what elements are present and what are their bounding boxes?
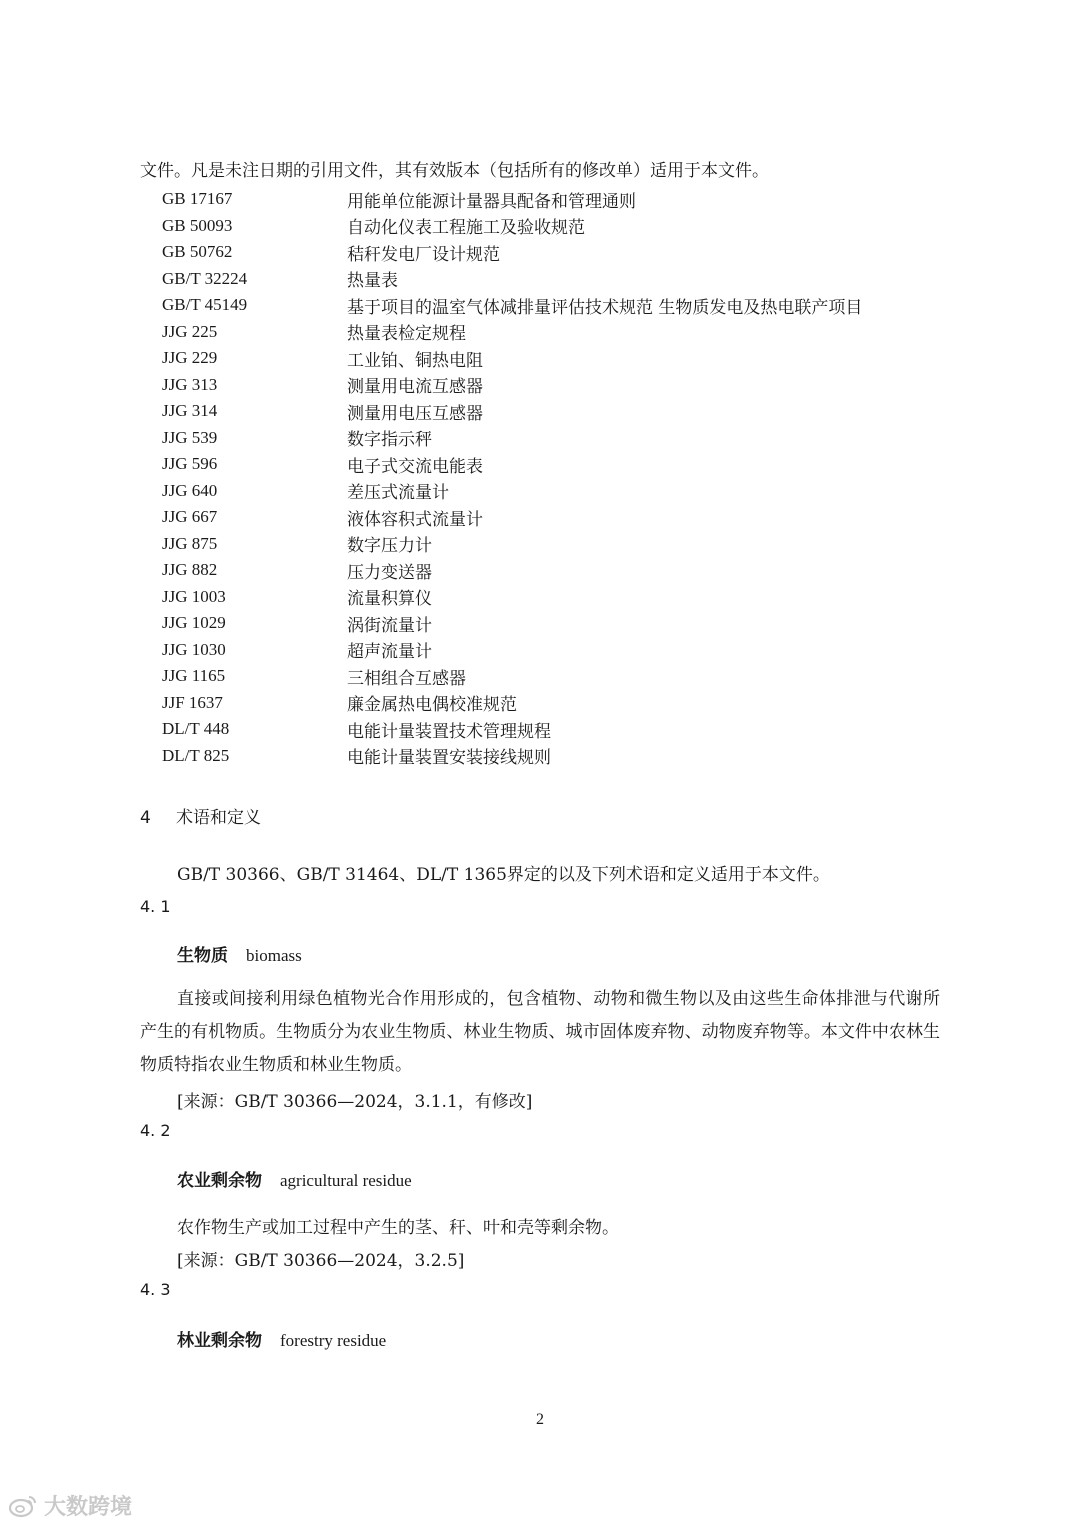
reference-code: JJG 596	[162, 454, 218, 474]
reference-code: JJG 1165	[162, 666, 226, 686]
reference-code: JJG 539	[162, 427, 218, 447]
watermark-text: 大数跨境	[44, 1495, 133, 1520]
watermark	[8, 1490, 132, 1521]
term-entry	[177, 941, 302, 966]
reference-title: 数字指示秤	[347, 430, 432, 451]
term-chinese: 生物质	[177, 946, 228, 966]
reference-row	[162, 690, 962, 717]
term-source: [来源：GB/T 30366—2024，3.1.1，有修改]	[177, 1092, 533, 1112]
reference-title: 电子式交流电能表	[347, 456, 483, 477]
term-chinese: 林业剩余物	[177, 1331, 262, 1351]
reference-row	[162, 743, 962, 770]
reference-code: JJG 225	[162, 321, 218, 341]
reference-list	[162, 186, 962, 769]
reference-title: 热量表	[347, 271, 398, 292]
section-intro: GB/T 30366、GB/T 31464、DL/T 1365界定的以及下列术语和定义适用于本文件。	[177, 865, 830, 885]
reference-code: JJG 1029	[162, 613, 226, 633]
weibo-logo-icon	[8, 1493, 38, 1519]
term-entry	[177, 1166, 412, 1191]
term-english: agricultural residue	[280, 1171, 412, 1190]
reference-title: 电能计量装置技术管理规程	[347, 721, 551, 742]
term-definition: 直接或间接利用绿色植物光合作用形成的，包含植物、动物和微生物以及由这些生命体排泄与代谢所产生的有机物质。生物质分为农业生物质、林业生物质、城市固体废弃物、动物废弃物等。本文件中农林生物质特指农业生物质和林业生物质。	[140, 989, 940, 1075]
section-title: 术语和定义	[176, 808, 261, 828]
reference-title: 三相组合互感器	[347, 668, 466, 689]
intro-text: 文件。凡是未注日期的引用文件，其有效版本（包括所有的修改单）适用于本文件。	[140, 161, 769, 181]
term-entry	[177, 1326, 386, 1351]
term-definition: 农作物生产或加工过程中产生的茎、秆、叶和壳等剩余物。	[177, 1218, 619, 1238]
reference-code: JJG 313	[162, 374, 218, 394]
reference-code: JJG 314	[162, 401, 218, 421]
clause-number: 4. 2	[140, 1121, 171, 1140]
clause-number: 4. 1	[140, 897, 171, 916]
reference-row	[162, 239, 962, 266]
term-english: biomass	[246, 946, 302, 965]
reference-title: 数字压力计	[347, 536, 432, 557]
reference-code: JJG 1030	[162, 639, 226, 659]
reference-code: DL/T 825	[162, 745, 230, 765]
reference-row	[162, 504, 962, 531]
reference-row	[162, 186, 962, 213]
reference-row	[162, 716, 962, 743]
reference-row	[162, 610, 962, 637]
reference-title: 热量表检定规程	[347, 324, 466, 345]
reference-title: 超声流量计	[347, 642, 432, 663]
section-heading	[140, 803, 261, 828]
reference-row	[162, 451, 962, 478]
reference-title: 液体容积式流量计	[347, 509, 483, 530]
reference-title: 测量用电流互感器	[347, 377, 483, 398]
reference-title: 廉金属热电偶校准规范	[347, 695, 517, 716]
reference-code: JJG 875	[162, 533, 218, 553]
clause-number: 4. 3	[140, 1280, 171, 1299]
reference-title: 自动化仪表工程施工及验收规范	[347, 218, 585, 239]
reference-row	[162, 663, 962, 690]
reference-code: JJG 229	[162, 348, 218, 368]
reference-row	[162, 557, 962, 584]
term-chinese: 农业剩余物	[177, 1171, 262, 1191]
reference-row	[162, 345, 962, 372]
reference-title: 电能计量装置安装接线规则	[347, 748, 551, 769]
reference-row	[162, 584, 962, 611]
reference-row	[162, 213, 962, 240]
reference-row	[162, 372, 962, 399]
reference-row	[162, 531, 962, 558]
reference-row	[162, 637, 962, 664]
reference-row	[162, 478, 962, 505]
reference-code: JJG 667	[162, 507, 218, 527]
reference-code: GB/T 45149	[162, 295, 248, 315]
reference-title: 差压式流量计	[347, 483, 449, 504]
reference-code: GB 50093	[162, 215, 233, 235]
reference-title: 流量积算仪	[347, 589, 432, 610]
reference-code: JJG 882	[162, 560, 218, 580]
reference-code: GB 17167	[162, 189, 233, 209]
reference-row	[162, 425, 962, 452]
reference-code: GB 50762	[162, 242, 233, 262]
term-english: forestry residue	[280, 1331, 387, 1350]
reference-row	[162, 292, 962, 319]
reference-code: DL/T 448	[162, 719, 230, 739]
reference-title: 工业铂、铜热电阻	[347, 350, 483, 371]
reference-code: JJG 640	[162, 480, 218, 500]
reference-code: JJF 1637	[162, 692, 223, 712]
page-number: 2	[536, 1411, 544, 1428]
reference-title: 测量用电压互感器	[347, 403, 483, 424]
reference-title: 基于项目的温室气体减排量评估技术规范 生物质发电及热电联产项目	[347, 297, 863, 318]
reference-title: 压力变送器	[347, 562, 432, 583]
reference-row	[162, 398, 962, 425]
reference-title: 秸秆发电厂设计规范	[347, 244, 500, 265]
reference-title: 用能单位能源计量器具配备和管理通则	[347, 191, 636, 212]
term-source: [来源：GB/T 30366—2024，3.2.5]	[177, 1251, 465, 1271]
reference-title: 涡街流量计	[347, 615, 432, 636]
reference-code: JJG 1003	[162, 586, 226, 606]
reference-code: GB/T 32224	[162, 268, 248, 288]
reference-row	[162, 319, 962, 346]
section-number: 4	[140, 808, 151, 828]
reference-row	[162, 266, 962, 293]
